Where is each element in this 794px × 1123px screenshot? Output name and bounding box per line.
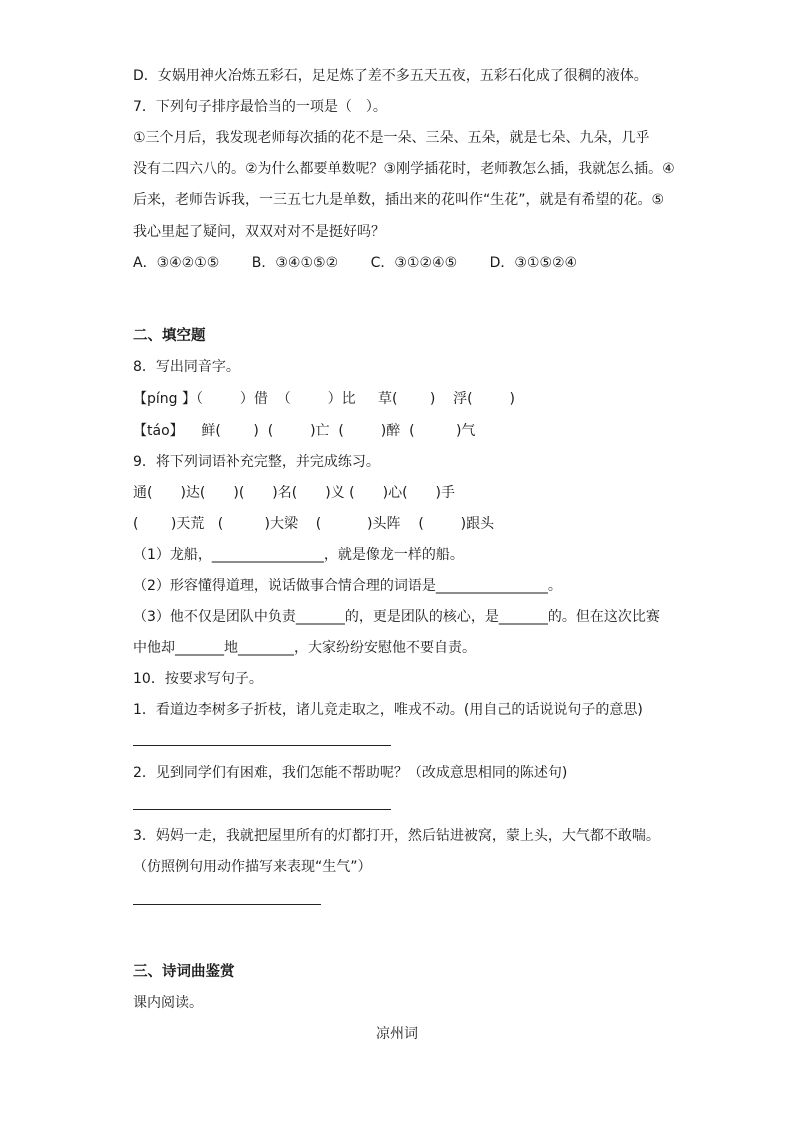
q7-stem: 7．下列句子排序最恰当的一项是（ ）。 <box>133 99 387 115</box>
q9-sub-3-line-1: （3）他不仅是团队中负责_______的，更是团队的核心，是_______的。但在这次比赛 <box>133 609 660 625</box>
q8-ping-row: 【píng 】（ ）借 （ ）比 草( ) 浮( ) <box>133 391 515 407</box>
q9-sub-1: （1）龙船，________________，就是像龙一样的船。 <box>133 547 464 563</box>
q9-words-row-2: ( )天荒 ( )大梁 ( )头阵 ( )跟头 <box>133 516 495 532</box>
q10-item-2: 2．见到同学们有困难，我们怎能不帮助呢？（改成意思相同的陈述句) <box>133 765 568 781</box>
poem-title: 凉州词 <box>376 1026 418 1042</box>
answer-line-3[interactable] <box>133 904 321 905</box>
q7-sentence-line-2: 没有二四六八的。②为什么都要单数呢？③刚学插花时，老师教怎么插，我就怎么插。④ <box>133 161 675 177</box>
reading-intro: 课内阅读。 <box>133 995 203 1011</box>
q6-option-d: D．女娲用神火冶炼五彩石，足足炼了差不多五天五夜，五彩石化成了很稠的液体。 <box>133 68 648 84</box>
answer-line-2[interactable] <box>133 809 391 810</box>
section-2-title: 二、填空题 <box>133 328 206 344</box>
q9-sub-3-line-2: 中他却_______地________，大家纷纷安慰他不要自责。 <box>133 640 476 656</box>
q8-stem: 8．写出同音字。 <box>133 359 240 375</box>
section-3-title: 三、诗词曲鉴赏 <box>133 964 235 980</box>
q7-sentence-line-3: 后来，老师告诉我，一三五七九是单数，插出来的花叫作“生花”，就是有希望的花。⑤ <box>133 192 665 208</box>
q7-options: A．③④②①⑤ B．③④①⑤② C．③①②④⑤ D．③①⑤②④ <box>133 255 578 271</box>
answer-line-1[interactable] <box>133 745 391 746</box>
q9-words-row-1: 通( )达( )( )名( )义 ( )心( )手 <box>133 485 455 501</box>
q8-tao-row: 【táo】 鲜( ) ( )亡 ( )醉 ( )气 <box>133 423 476 439</box>
q7-sentence-line-1: ①三个月后，我发现老师每次插的花不是一朵、三朵、五朵，就是七朵、九朵，几乎 <box>133 130 650 146</box>
q9-sub-2: （2）形容懂得道理，说话做事合情合理的词语是________________。 <box>133 578 562 594</box>
q10-stem: 10．按要求写句子。 <box>133 671 263 687</box>
q10-item-1: 1．看道边李树多子折枝，诸儿竞走取之，唯戎不动。(用自己的话说说句子的意思) <box>133 702 643 718</box>
q10-item-3: 3．妈妈一走，我就把屋里所有的灯都打开，然后钻进被窝，蒙上头，大气都不敢喘。 <box>133 828 660 844</box>
q10-item-3-note: （仿照例句用动作描写来表现“生气”） <box>133 859 372 875</box>
q9-stem: 9．将下列词语补充完整，并完成练习。 <box>133 454 380 470</box>
q7-sentence-line-4: 我心里起了疑问，双双对对不是挺好吗？ <box>133 224 385 240</box>
